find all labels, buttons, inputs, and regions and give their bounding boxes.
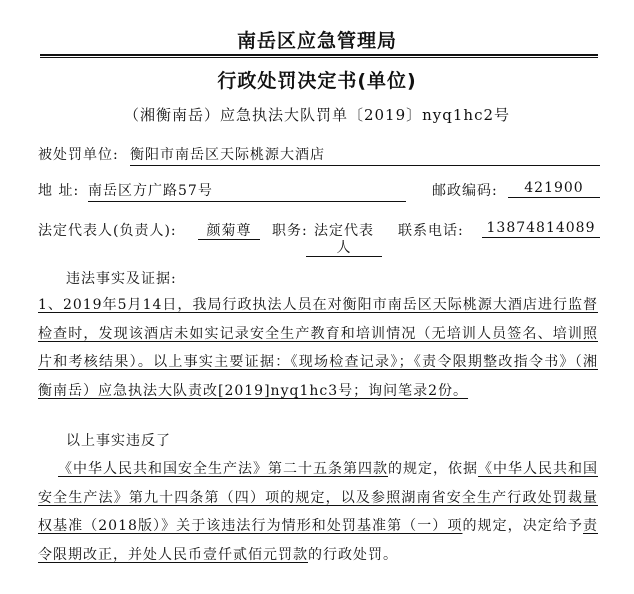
- position-value-line2: 人: [336, 240, 352, 256]
- address-label: 地 址:: [38, 183, 80, 199]
- header-divider: [40, 54, 598, 58]
- basis-law: 《中华人民共和国安全生产法》第九十四条第（四）项的规定，以及参照湖南省安全生产行政处罚裁量权基准（2018版）》关于该违法行为情形和处罚基准第（一）项: [38, 461, 598, 535]
- facts-heading: 违法事实及证据:: [66, 271, 177, 287]
- penalty: 责令限期改正，并处人民币壹仟贰佰元罚款: [38, 518, 598, 563]
- position-value-line1: 法定代表: [314, 223, 374, 239]
- postcode-value: 421900: [508, 180, 600, 198]
- basis-connector: 的规定，依据: [388, 461, 478, 477]
- decision-connector: 的规定，决定给予: [462, 518, 583, 535]
- representative-value: 颜菊尊: [198, 220, 260, 240]
- unit-label: 被处罚单位:: [38, 147, 119, 163]
- violated-law: 《中华人民共和国安全生产法》第二十五条第四款: [58, 461, 388, 477]
- address-value: 南岳区方广路57号: [88, 180, 406, 202]
- unit-value: 衡阳市南岳区天际桃源大酒店: [130, 144, 600, 166]
- ending: 的行政处罚。: [308, 546, 398, 563]
- document-title: 行政处罚决定书(单位): [217, 70, 417, 92]
- facts-paragraph: [38, 291, 598, 405]
- phone-label: 联系电话:: [398, 223, 464, 239]
- violation-intro: 以上事实违反了: [66, 433, 171, 449]
- decision-paragraph: [38, 455, 598, 569]
- document-number: （湘衡南岳）应急执法大队罚单〔2019〕nyq1hc2号: [123, 106, 511, 124]
- representative-label: 法定代表人(负责人):: [38, 223, 177, 239]
- position-value: [306, 220, 382, 257]
- postcode-label: 邮政编码:: [432, 183, 498, 199]
- agency-name: 南岳区应急管理局: [236, 30, 397, 52]
- position-label: 职务:: [272, 223, 308, 239]
- facts-text: 1、2019年5月14日，我局行政执法人员在对衡阳市南岳区天际桃源大酒店进行监督检查时，发现该酒店未如实记录安全生产教育和培训情况（无培训人员签名、培训照片和考核结果）。以上事实主要证据：《现场检查记录》；《责令限期整改指令书》（湘衡南岳）应急执法大队责改[2019]nyq1hc3号；询问笔录2份。: [38, 297, 598, 399]
- phone-value: 13874814089: [482, 220, 600, 238]
